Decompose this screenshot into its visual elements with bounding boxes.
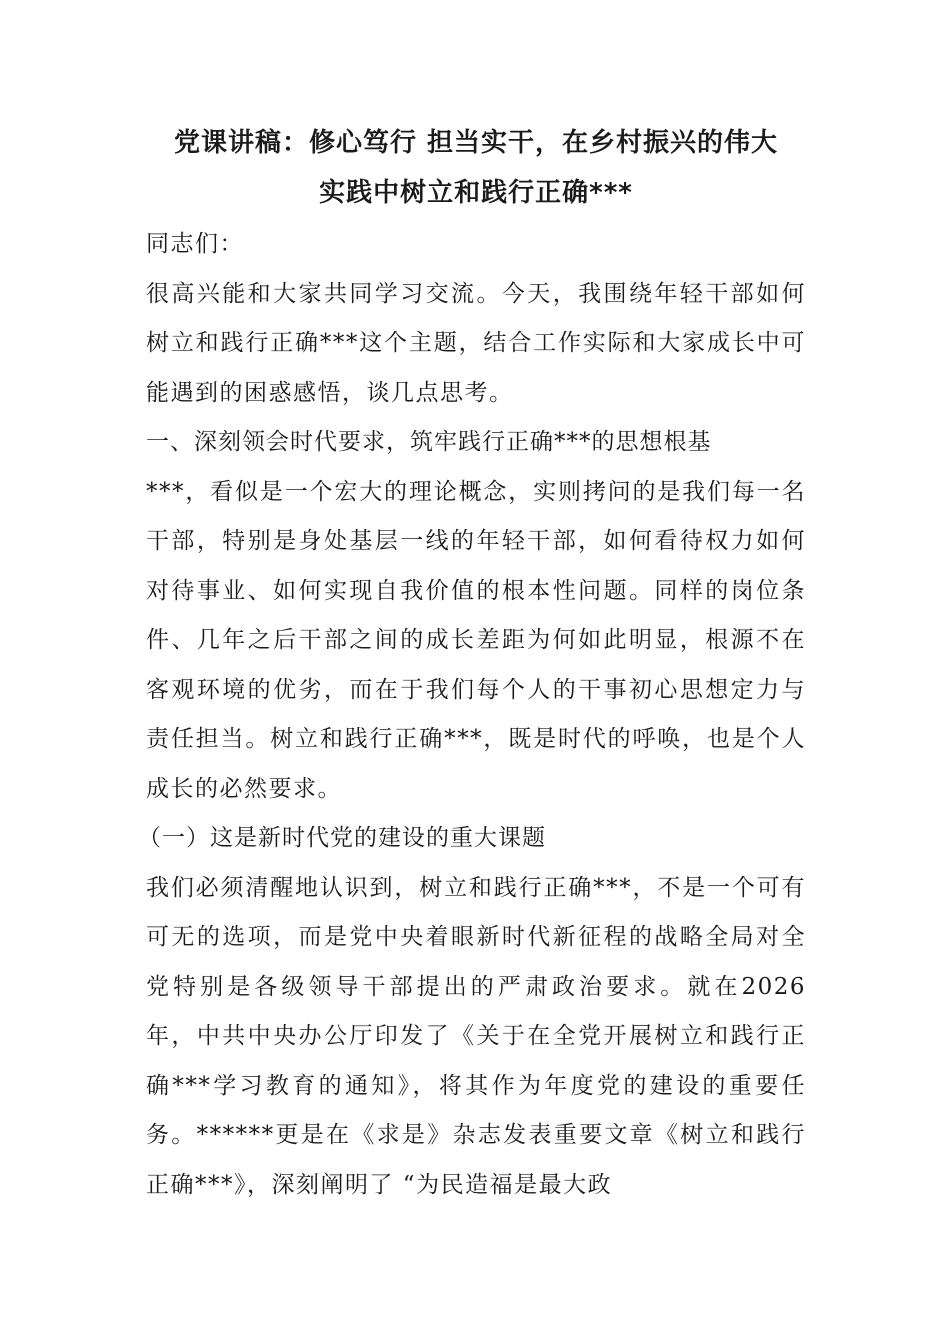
document-title bbox=[146, 118, 806, 218]
title-line-2: 实践中树立和践行正确*** bbox=[319, 178, 633, 208]
title-line-1: 党课讲稿：修心笃行 担当实干，在乡村振兴的伟大 bbox=[173, 128, 779, 158]
salutation: 同志们： bbox=[146, 231, 244, 257]
section-1-paragraph: ***，看似是一个宏大的理论概念，实则拷问的是我们每一名干部，特别是身处基层一线的年轻干部，如何看待权力如何对待事业、如何实现自我价值的根本性问题。同样的岗位条件、几年之后干部之间的成长差距为何如此明显，根源不在客观环境的优劣，而在于我们每个人的干事初心思想定力与责任担当。树立和践行正确***，既是时代的呼唤，也是个人成长的必然要求。 bbox=[146, 478, 806, 802]
document-page bbox=[138, 118, 806, 1210]
subsection-1-paragraph: 我们必须清醒地认识到，树立和践行正确***，不是一个可有可无的选项，而是党中央着眼新时代新征程的战略全局对全党特别是各级领导干部提出的严肃政治要求。就在2026 年，中共中央办公厅印发了《关于在全党开展树立和践行正确***学习教育的通知》，将其作为年度党的建设的重要任务。******更是在《求是》杂志发表重要文章《树立和践行正确***》，深刻阐明了 “为民造福是最大政 bbox=[146, 874, 806, 1198]
section-1-heading: 一、深刻领会时代要求，筑牢践行正确***的思想根基 bbox=[146, 429, 712, 455]
intro-paragraph: 很高兴能和大家共同学习交流。今天，我围绕年轻干部如何树立和践行正确***这个主题，结合工作实际和大家成长中可能遇到的困惑感悟，谈几点思考。 bbox=[146, 280, 806, 406]
subsection-1-heading: （一）这是新时代党的建设的重大课题 bbox=[138, 825, 546, 851]
